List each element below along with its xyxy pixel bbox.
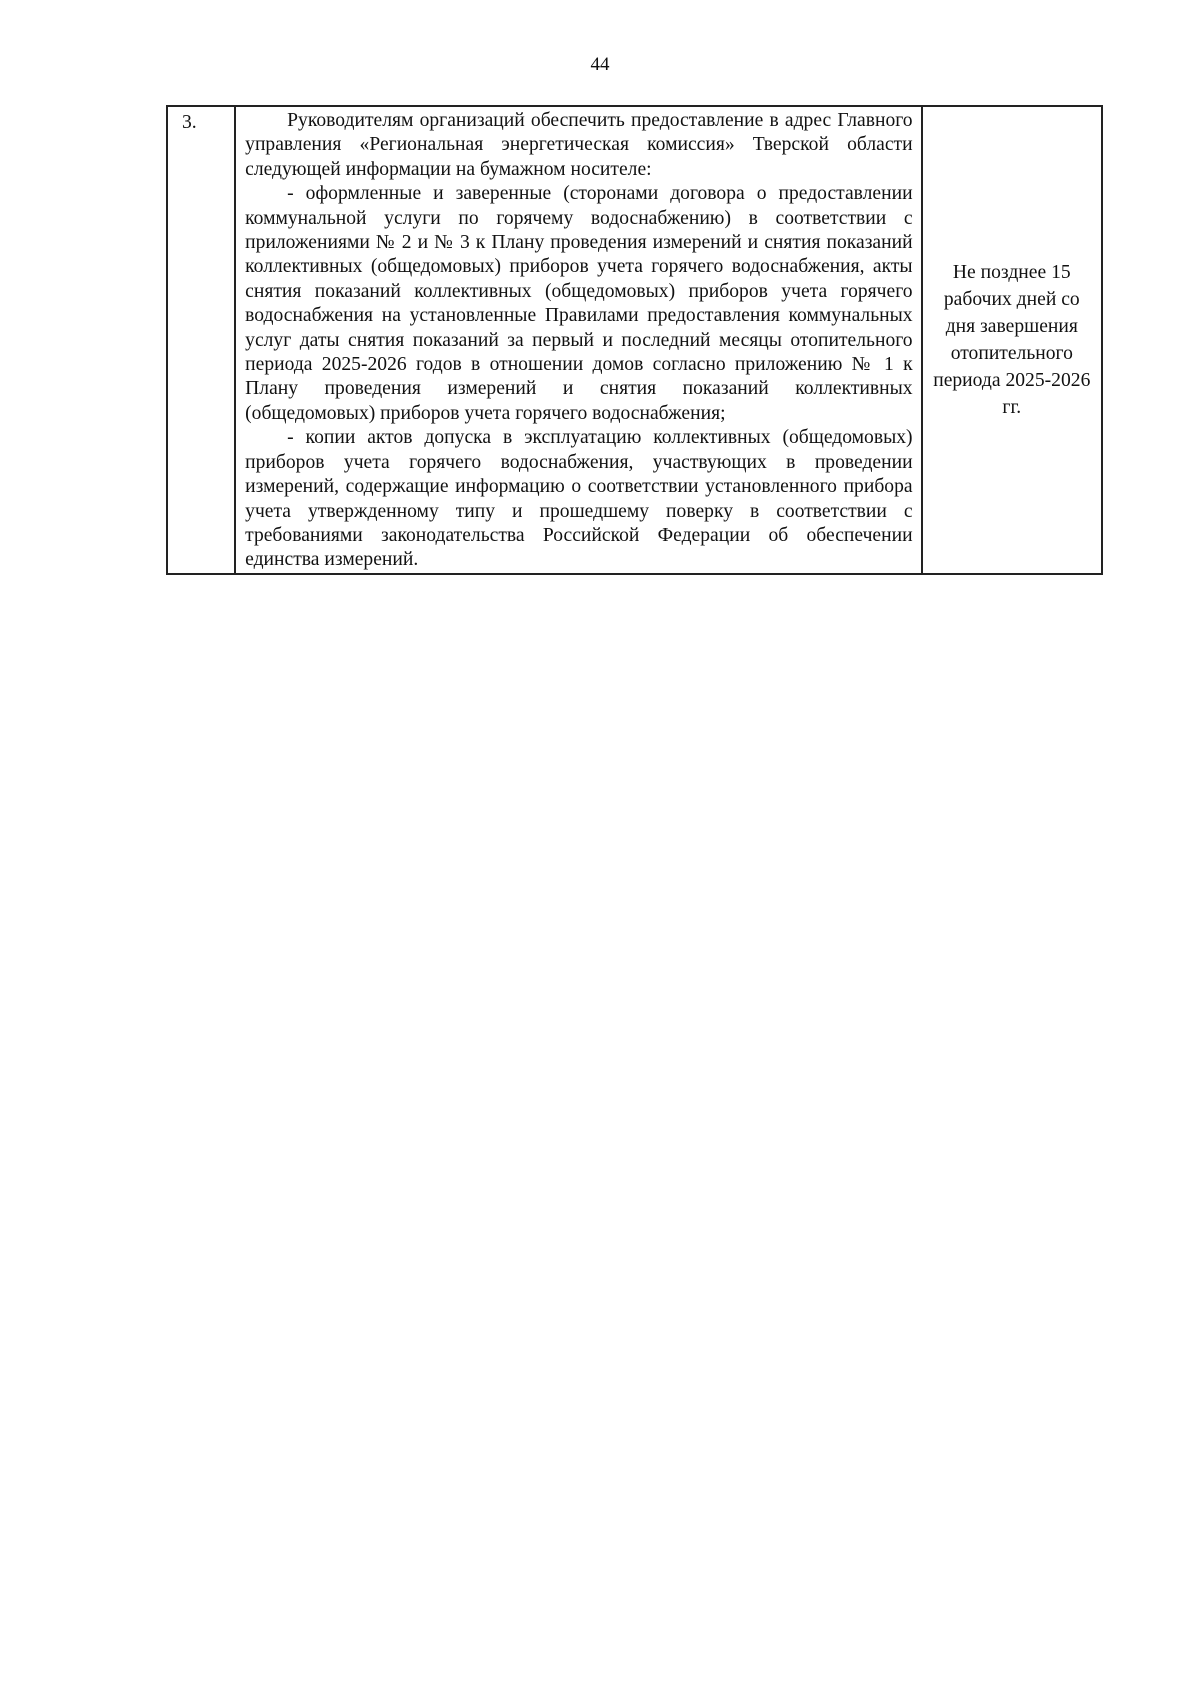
page-number: 44 [590, 54, 610, 75]
table-row [167, 106, 1102, 574]
measure-description [235, 106, 921, 574]
row-number: 3. [167, 106, 235, 574]
deadline-text: Не позднее 15 рабочих дней со дня завершения отопительного периода 2025-2026 гг. [933, 261, 1091, 418]
measure-bullet-copies: - копии актов допуска в эксплуатацию коллективных (общедомовых) приборов учета горячего водоснабжения, участвующих в проведении измерений, содержащие информацию о соответствии установленного прибора учета утвержденному типу и прошедшему поверку в соответствии с требованиями законодательства Российской Федерации об обеспечении единства измерений. [245, 427, 913, 571]
measure-bullet-acts: - оформленные и заверенные (сторонами договора о предоставлении коммунальной услуги по горячему водоснабжению) в соответствии с приложениями № 2 и № 3 к Плану проведения измерений и снятия показаний коллективных (общедомовых) приборов учета горячего водоснабжения, акты снятия показаний коллективных (общедомовых) приборов учета горячего водоснабжения на установленные Правилами предоставления коммунальных услуг даты снятия показаний за первый и последний месяцы отопительного периода 2025-2026 годов в отношении домов согласно приложению № 1 к Плану проведения измерений и снятия показаний коллективных (общедомовых) приборов учета горячего водоснабжения; [245, 183, 913, 424]
deadline-cell [922, 106, 1102, 574]
measures-table [166, 105, 1103, 575]
measure-intro: Руководителям организаций обеспечить предоставление в адрес Главного управления «Региональная энергетическая комиссия» Тверской области следующей информации на бумажном носителе: [245, 110, 913, 180]
